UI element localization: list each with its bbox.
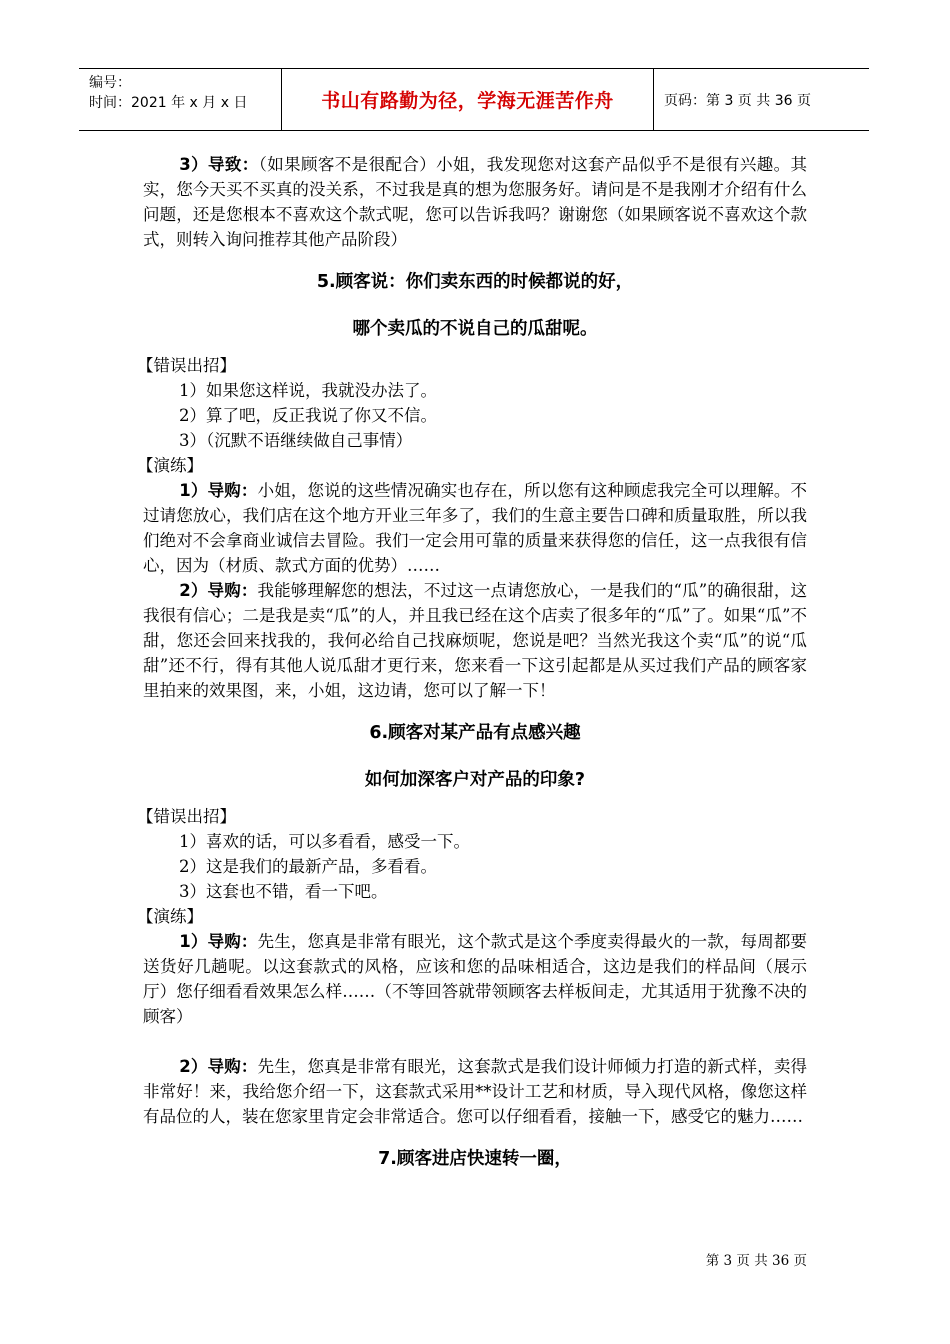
page-footer: 第 3 页 共 36 页 <box>705 1253 807 1269</box>
section5-wrong-item-2: 2）算了吧，反正我说了你又不信。 <box>179 406 437 425</box>
time-label: 时间：2021 年 x 月 x 日 <box>89 95 248 111</box>
intro-text: （如果顾客不是很配合）小姐，我发现您对这套产品似乎不是很有兴趣。其实，您今天买不买真的没关系，不过我是真的想为您服务好。请问是不是我刚才介绍有什么问题，还是您根本不喜欢这个款式呢，您可以告诉我吗？谢谢您（如果顾客说不喜欢这个款式，则转入询问推荐其他产品阶段） <box>143 155 808 249</box>
header-page-info: 页码：第 3 页 共 36 页 <box>664 92 811 109</box>
section5-drill-2-lead: 2）导购： <box>179 581 258 600</box>
section5-wrong-item-3: 3）（沉默不语继续做自己事情） <box>179 431 413 450</box>
number-label: 编号： <box>89 75 131 91</box>
section6-wrong-item-3: 3）这套也不错，看一下吧。 <box>179 882 388 901</box>
header-motto-cell <box>281 69 654 130</box>
section5-drill-1 <box>143 478 807 578</box>
section6-wrong-label: 【错误出招】 <box>137 807 236 826</box>
header-left-cell <box>79 69 281 130</box>
section6-title-line2: 如何加深客户对产品的印象? <box>364 770 586 790</box>
header-page-cell <box>654 69 869 130</box>
section6-drill-1-text: 先生，您真是非常有眼光，这个款式是这个季度卖得最火的一款，每周都要送货好几趟呢。以这套款式的风格，应该和您的品味相适合，这边是我们的样品间（展示厅）您仔细看看效果怎么样……（不等回答就带领顾客去样板间走，尤其适用于犹豫不决的顾客） <box>143 932 808 1026</box>
section5-drill-2-text: 我能够理解您的想法，不过这一点请您放心，一是我们的“瓜”的确很甜，这我很有信心；二是我是卖“瓜”的人，并且我已经在这个店卖了很多年的“瓜”了。如果“瓜”不甜，您还会回来找我的，我何必给自己找麻烦呢，您说是吧？当然光我这个卖“瓜”的说“瓜甜”还不行，得有其他人说瓜甜才更行来，您来看一下这引起都是从买过我们产品的顾客家里拍来的效果图，来，小姐，这边请，您可以了解一下！ <box>143 581 807 700</box>
section6-drill-1 <box>143 929 807 1029</box>
section6-title-line1: 6.顾客对某产品有点感兴趣 <box>369 723 581 743</box>
section6-wrong-item-1: 1）喜欢的话，可以多看看，感受一下。 <box>179 832 470 851</box>
section6-drill-2-text: 先生，您真是非常有眼光，这套款式是我们设计师倾力打造的新式样，卖得非常好！来，我给您介绍一下，这套款式采用**设计工艺和材质，导入现代风格，像您这样有品位的人，装在您家里肯定会非常适合。您可以仔细看看，接触一下，感受它的魅力…… <box>143 1057 808 1126</box>
intro-paragraph <box>143 152 807 252</box>
section5-wrong-item-1: 1）如果您这样说，我就没办法了。 <box>179 381 437 400</box>
section6-drill-label: 【演练】 <box>137 907 203 926</box>
section6-drill-1-lead: 1）导购： <box>179 932 258 951</box>
section5-drill-1-lead: 1）导购： <box>179 481 258 500</box>
section7-title-line1: 7.顾客进店快速转一圈， <box>378 1149 572 1169</box>
section5-drill-1-text: 小姐，您说的这些情况确实也存在，所以您有这种顾虑我完全可以理解。不过请您放心，我们店在这个地方开业三年多了，我们的生意主要告口碑和质量取胜，所以我们绝对不会拿商业诚信去冒险。我们一定会用可靠的质量来获得您的信任，这一点我很有信心，因为（材质、款式方面的优势）…… <box>143 481 808 575</box>
section5-drill-2 <box>143 578 807 703</box>
section5-wrong-label: 【错误出招】 <box>137 356 236 375</box>
section6-wrong-item-2: 2）这是我们的最新产品，多看看。 <box>179 857 437 876</box>
intro-lead: 3）导致： <box>179 155 259 174</box>
section5-drill-label: 【演练】 <box>137 456 203 475</box>
section5-title-line1: 5.顾客说：你们卖东西的时候都说的好， <box>316 272 634 292</box>
page-header <box>79 68 869 131</box>
section6-drill-2 <box>143 1054 807 1129</box>
blank-line <box>143 1029 807 1054</box>
document-body <box>137 152 808 1176</box>
motto: 书山有路勤为径，学海无涯苦作舟 <box>321 90 614 112</box>
section6-drill-2-lead: 2）导购： <box>179 1057 258 1076</box>
section5-title-line2: 哪个卖瓜的不说自己的瓜甜呢。 <box>352 319 598 339</box>
